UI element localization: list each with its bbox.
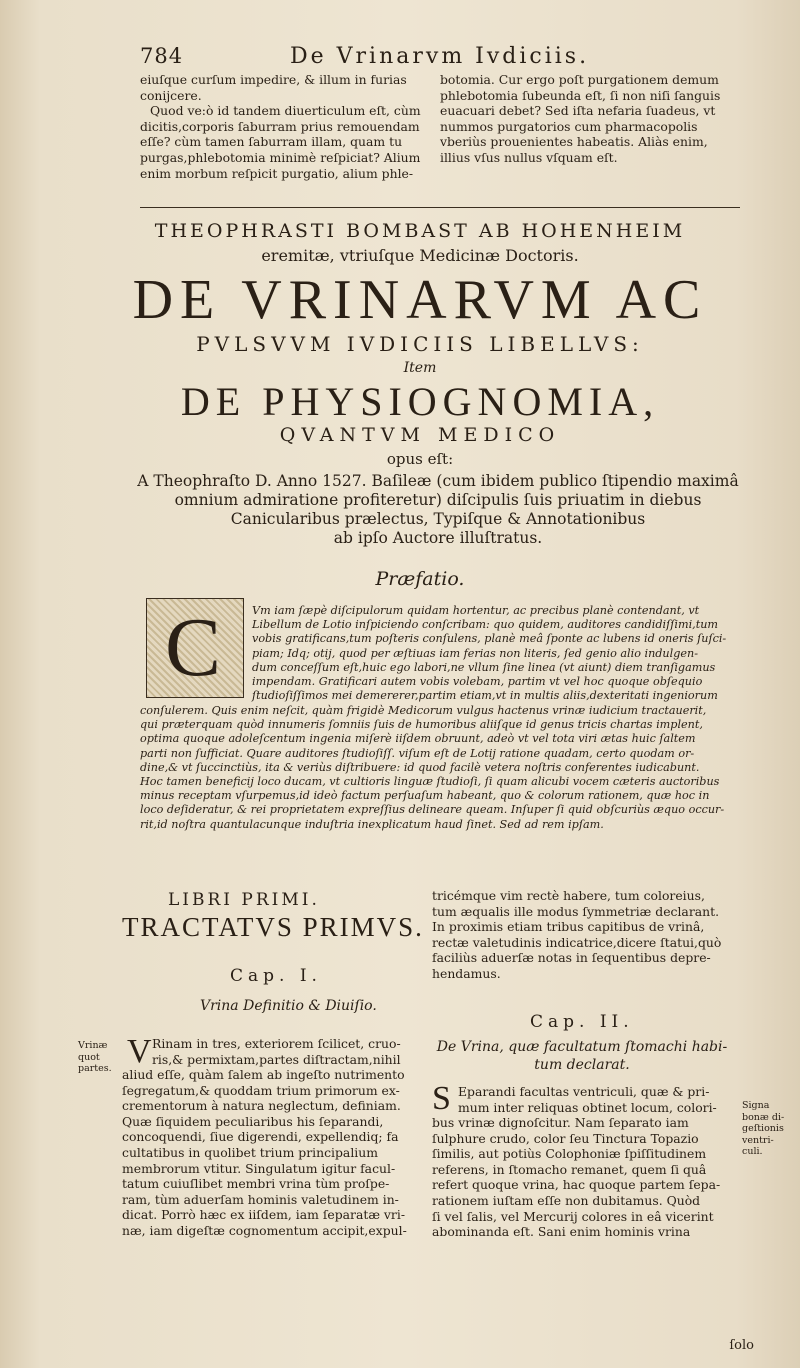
- left-marginal-note: [78, 1040, 112, 1075]
- text-line: dicitis,corporis ſaburram prius remouendam: [140, 118, 420, 134]
- text-line: parti non ſufficiat. Quare auditores ſtudioſiſſ. viſum eſt de Lotij ratione quadam, certo quodam or-: [140, 746, 695, 760]
- drop-cap-s: S: [432, 1080, 451, 1117]
- text-line: piam; Idq; otij, quod per æſtiuas iam ferias non literis, ſed genio alio indulgen-: [252, 646, 698, 660]
- chapter-two-opening: [458, 1084, 734, 1115]
- text-line: In proximis etiam tribus capitibus de vrinâ,: [432, 919, 705, 935]
- text-line: rectæ valetudinis indicatrice,dicere ſtatui,quò: [432, 934, 722, 950]
- marginal-line: quot: [78, 1051, 100, 1063]
- libri-primi: LIBRI PRIMI.: [168, 890, 320, 910]
- text-line: qui præterquam quòd innumeris ſomniis ſuis de humoribus aliiſque id genus tricis chartas implent,: [140, 718, 703, 732]
- text-line: vobis gratificans,tum poſteris conſulens, planè meâ ſponte ac lubens id oneris ſuſci-: [252, 632, 727, 646]
- text-line: Libellum de Lotio inſpiciendo conſcribam: quo quidem, auditores candidiſſimi,tum: [252, 618, 719, 632]
- subtitle: PVLSVVM IVDICIIS LIBELLVS:: [196, 332, 644, 356]
- author-line-2: eremitæ, vtriuſque Medicinæ Doctoris.: [261, 246, 579, 265]
- page-number: 784: [140, 44, 184, 68]
- text-line: phlebotomia ſubeunda eſt, ſi non niſi ſanguis: [440, 87, 721, 103]
- chapter-two-rubric: De Vrina, quæ facultatum ſtomachi habi-tum declarat.: [436, 1039, 728, 1073]
- physiognomia-title: DE PHYSIOGNOMIA,: [180, 379, 660, 424]
- chapter-one-body: [122, 1067, 418, 1239]
- text-line: enim morbum reſpicit purgatio, alium phle-: [140, 165, 414, 181]
- text-line: conijcere.: [140, 87, 202, 103]
- text-line: ſi vel ſalis, vel Mercurij colores in eâ vicerint: [432, 1208, 714, 1224]
- item-word: Item: [403, 360, 437, 376]
- text-line: crementorum à natura neglectum, definiam.: [122, 1098, 401, 1114]
- imprint-line: omnium admiratione profiteretur) diſcipulis ſuis priuatim in diebus: [174, 491, 702, 509]
- imprint-line: ab ipſo Auctore illuſtratus.: [333, 529, 543, 547]
- imprint-line: A Theophraſto D. Anno 1527. Baſileæ (cum ibidem publico ſtipendio maximâ: [137, 472, 739, 490]
- text-line: rit,id noſtra quantulacunque induſtria inexplicatum haud ſinet. Sed ad rem ipſam.: [140, 817, 604, 831]
- marginal-line: culi.: [742, 1146, 763, 1157]
- text-line: eſſe? cùm tamen ſaburram illam, quam tu: [140, 134, 403, 150]
- text-line: abominanda eſt. Sani enim hominis vrina: [432, 1224, 691, 1240]
- text-line: Hoc tamen beneficij loco ducam, vt cultioris linguæ ſtudioſi, ſi quam alicubi vocem cæteris auctoribus: [140, 775, 720, 789]
- text-line: Quæ ſiquidem peculiaribus his ſeparandi,: [122, 1113, 384, 1129]
- text-line: loco deſideratur, & rei proprietatem expreſſius delineare queam. Inſuper ſi quid obſcuriùs æquo occur-: [140, 803, 725, 817]
- main-title: DE VRINARVM AC: [132, 269, 708, 331]
- imprint: [128, 472, 748, 548]
- chapter-one-opening: [152, 1036, 418, 1067]
- drop-cap-v: V: [127, 1033, 152, 1070]
- chapter-one-rubric: Vrina Definitio & Diuiſio.: [200, 998, 377, 1014]
- text-line: tricémque vim rectè habere, tum coloreius,: [432, 888, 705, 903]
- initial-letter: C: [165, 601, 222, 694]
- decorated-initial: [146, 598, 244, 698]
- text-line: ſegregatum,& quoddam trium primorum ex-: [122, 1082, 400, 1098]
- top-right-column: [440, 72, 740, 166]
- text-line: vberiùs prouenientes habeatis. Aliàs enim,: [440, 134, 708, 150]
- text-line: bus vrinæ dignoſcitur. Nam ſeparato iam: [432, 1115, 689, 1130]
- text-line: purgas,phlebotomia minimè reſpiciat? Alium: [140, 149, 421, 165]
- chapter-one-heading: Cap. I.: [230, 966, 322, 986]
- text-line: Quod ve:ò id tandem diuerticulum eſt, cùm: [150, 103, 421, 119]
- text-line: nummos purgatorios cum pharmacopolis: [440, 118, 698, 134]
- marginal-line: geſtionis: [742, 1123, 784, 1134]
- imprint-line: Canicularibus prælectus, Typiſque & Annotationibus: [230, 510, 646, 528]
- text-line: hendamus.: [432, 965, 501, 981]
- marginal-line: Vrinæ: [78, 1040, 108, 1051]
- text-line: næ, iam digeſtæ cognomentum accipit,expul-: [122, 1222, 407, 1238]
- text-line: conſulerem. Quis enim neſcit, quàm frigidè Medicorum vulgus hactenus vrinæ iudicium tractauerit,: [140, 704, 707, 717]
- text-line: illius vſus nullus vſquam eſt.: [440, 149, 618, 165]
- text-line: faciliùs aduerſæ notas in ſequentibus depre-: [432, 950, 711, 966]
- tractatus-primus: TRACTATVS PRIMVS.: [122, 912, 424, 942]
- marginal-line: ventri-: [742, 1134, 774, 1146]
- author-line: THEOPHRASTI BOMBAST AB HOHENHEIM: [154, 220, 686, 242]
- text-line: tatum cuiuſlibet membri vrina tùm proſpe-: [122, 1176, 390, 1192]
- running-title: De Vrinarvm Ivdiciis.: [290, 44, 590, 69]
- text-line: minus receptam vſurpemus,id ideò factum perſuaſum habeant, quo & colorum rationem, quæ hoc in: [140, 789, 710, 803]
- text-line: ris,& permixtam,partes diſtractam,nihil: [152, 1051, 401, 1067]
- text-line: concoquendi, ſiue digerendi, expellendiq; fa: [122, 1129, 399, 1145]
- text-line: ram, tùm aduerſam hominis valetudinem in-: [122, 1191, 399, 1207]
- text-line: optima quoque adoleſcentum ingenia miſerè iiſdem obruunt, adeò vt vel tota viri ætas huic ſaltem: [140, 732, 696, 746]
- chapter-two-heading: Cap. II.: [530, 1012, 634, 1032]
- text-line: tum æqualis ille modus ſymmetriæ declarant.: [432, 903, 720, 919]
- text-line: ſimilis, aut potiùs Colophoniæ ſpiſſitudinem: [432, 1146, 707, 1162]
- text-line: ſtudioſiſſimos mei demererer,partim etiam,vt in multis aliis,dexteritati ingeniorum: [252, 689, 718, 703]
- section-rule: [140, 207, 740, 208]
- text-line: dum conceſſum eſt,huic ego labori,ne vllum ſine linea (vt aiunt) diem tranſigamus: [252, 660, 716, 674]
- text-line: Eparandi facultas ventriculi, quæ & pri-: [458, 1084, 710, 1099]
- text-line: mum inter reliquas obtinet locum, colori-: [458, 1099, 717, 1115]
- text-line: membrorum vtitur. Singulatum igitur facul-: [122, 1160, 396, 1176]
- praefatio-heading: Præfatio.: [375, 568, 465, 590]
- text-line: aliud eſſe, quàm ſalem ab ingeſto nutrimento: [122, 1067, 405, 1082]
- chapter-two-body: [432, 1115, 734, 1240]
- text-line: euacuari debet? Sed iſta nefaria ſuadeus, vt: [440, 103, 716, 119]
- text-line: referens, in ſtomacho remanet, quem ſi quâ: [432, 1161, 707, 1177]
- text-line: Rinam in tres, exteriorem ſcilicet, cruo-: [152, 1036, 401, 1051]
- marginal-line: partes.: [78, 1063, 112, 1074]
- right-marginal-note: [742, 1100, 784, 1158]
- text-line: refert quoque vrina, hac quoque partem ſepa-: [432, 1177, 721, 1193]
- text-line: eiuſque curſum impedire, & illum in furias: [140, 72, 407, 87]
- marginal-line: bonæ di-: [742, 1111, 785, 1123]
- text-line: Vm iam ſæpè diſcipulorum quidam hortentur, ac precibus planè contendant, vt: [252, 604, 700, 617]
- top-left-column: [140, 72, 425, 181]
- text-line: cultatibus in quolibet trium principalium: [122, 1144, 378, 1160]
- praefatio-body: [140, 704, 740, 832]
- text-line: ſulphure crudo, color ſeu Tinctura Topazio: [432, 1130, 699, 1146]
- quantum-medico-title: QVANTVM MEDICO: [279, 424, 561, 446]
- text-line: impendam. Gratificari autem vobis volebam, partim vt vel hoc quoque obſequio: [252, 675, 703, 689]
- right-column-top: [432, 888, 732, 982]
- catchword: ſolo: [729, 1338, 754, 1353]
- text-line: dicat. Porrò hæc ex iiſdem, iam ſeparatæ vri-: [122, 1207, 406, 1223]
- text-line: dine,& vt ſuccinctiùs, ita & veriùs diſtribuere: id quod facilè vetera noſtris conferentes iudicabunt.: [140, 760, 700, 774]
- marginal-line: Signa: [742, 1100, 770, 1111]
- praefatio-indented: [252, 604, 740, 703]
- opus-est: opus eſt:: [386, 450, 454, 468]
- text-line: rationem iuſtam eſſe non dubitamus. Quòd: [432, 1192, 701, 1208]
- text-line: botomia. Cur ergo poſt purgationem demum: [440, 72, 719, 87]
